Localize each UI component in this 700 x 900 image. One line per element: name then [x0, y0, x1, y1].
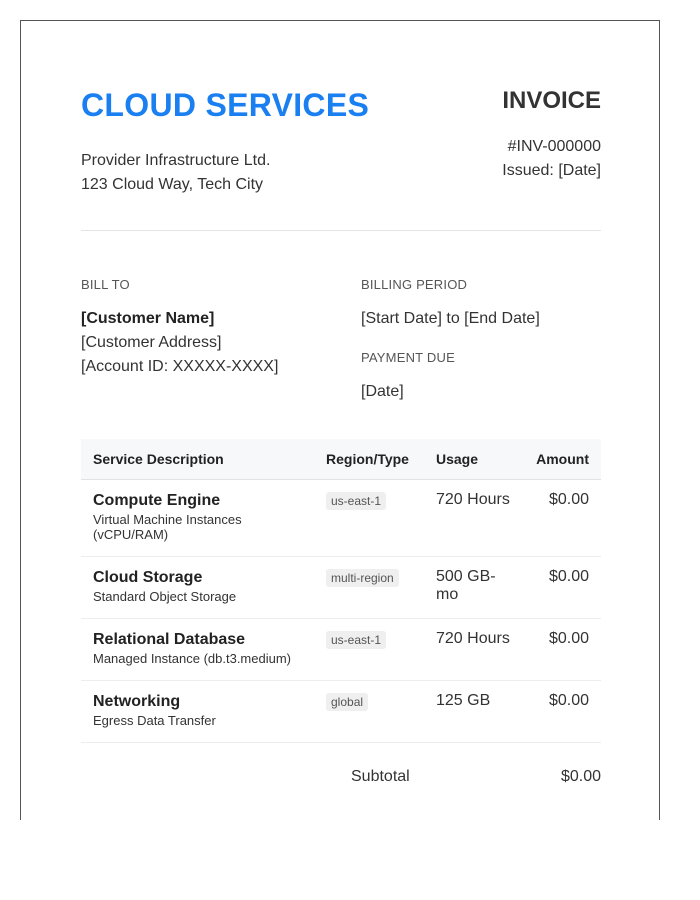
service-name: Cloud Storage	[93, 569, 203, 586]
service-description: Virtual Machine Instances (vCPU/RAM)	[93, 512, 242, 542]
table-row	[81, 557, 601, 619]
customer-address: [Customer Address]	[81, 334, 222, 351]
payment-due-label: PAYMENT DUE	[361, 350, 455, 365]
table-row	[81, 681, 601, 743]
service-cell	[81, 557, 314, 619]
region-cell	[314, 557, 424, 619]
service-description: Egress Data Transfer	[93, 713, 216, 728]
service-cell	[81, 681, 314, 743]
region-badge: multi-region	[326, 569, 399, 587]
table-row	[81, 480, 601, 557]
header-usage: Usage	[424, 439, 523, 480]
invoice-meta-block	[502, 83, 601, 183]
service-name: Networking	[93, 693, 181, 710]
invoice-issued-date: Issued: [Date]	[502, 162, 601, 179]
service-name: Compute Engine	[93, 492, 221, 509]
header-divider	[81, 230, 601, 231]
region-cell	[314, 480, 424, 557]
payment-due-value: [Date]	[361, 383, 404, 400]
header-amount: Amount	[523, 439, 601, 480]
invoice-title: INVOICE	[502, 87, 601, 114]
services-table	[81, 439, 601, 743]
header-region-type: Region/Type	[314, 439, 424, 480]
amount-cell: $0.00	[523, 681, 601, 743]
amount-cell: $0.00	[523, 619, 601, 681]
invoice-page	[20, 20, 660, 820]
subtotal-value: $0.00	[560, 768, 601, 785]
region-cell	[314, 619, 424, 681]
invoice-number: #INV-000000	[507, 138, 601, 155]
service-name: Relational Database	[93, 631, 246, 648]
account-id: [Account ID: XXXXX-XXXX]	[81, 358, 279, 375]
billing-period-value: [Start Date] to [End Date]	[361, 310, 540, 327]
invoice-header	[81, 83, 601, 197]
region-badge: us-east-1	[326, 631, 386, 649]
region-badge: global	[326, 693, 368, 711]
subtotal-label: Subtotal	[351, 768, 410, 785]
table-row	[81, 619, 601, 681]
amount-cell: $0.00	[523, 557, 601, 619]
service-description: Standard Object Storage	[93, 589, 237, 604]
amount-cell: $0.00	[523, 480, 601, 557]
usage-cell: 125 GB	[424, 681, 523, 743]
usage-cell: 500 GB-mo	[424, 557, 523, 619]
bill-to-label: BILL TO	[81, 277, 130, 292]
invoice-meta	[502, 135, 601, 183]
customer-name: [Customer Name]	[81, 310, 215, 327]
company-legal-name: Provider Infrastructure Ltd.	[81, 152, 271, 169]
region-badge: us-east-1	[326, 492, 386, 510]
bill-to-section	[81, 277, 351, 379]
header-service-description: Service Description	[81, 439, 314, 480]
table-header-row	[81, 439, 601, 480]
service-cell	[81, 619, 314, 681]
billing-period-section	[361, 277, 601, 404]
usage-cell: 720 Hours	[424, 480, 523, 557]
service-description: Managed Instance (db.t3.medium)	[93, 651, 291, 666]
subtotal-row	[351, 767, 601, 787]
region-cell	[314, 681, 424, 743]
service-cell	[81, 480, 314, 557]
company-address: 123 Cloud Way, Tech City	[81, 176, 264, 193]
billing-period-label: BILLING PERIOD	[361, 277, 468, 292]
usage-cell: 720 Hours	[424, 619, 523, 681]
bill-to-details	[81, 307, 351, 379]
company-name: CLOUD SERVICES	[81, 87, 370, 123]
